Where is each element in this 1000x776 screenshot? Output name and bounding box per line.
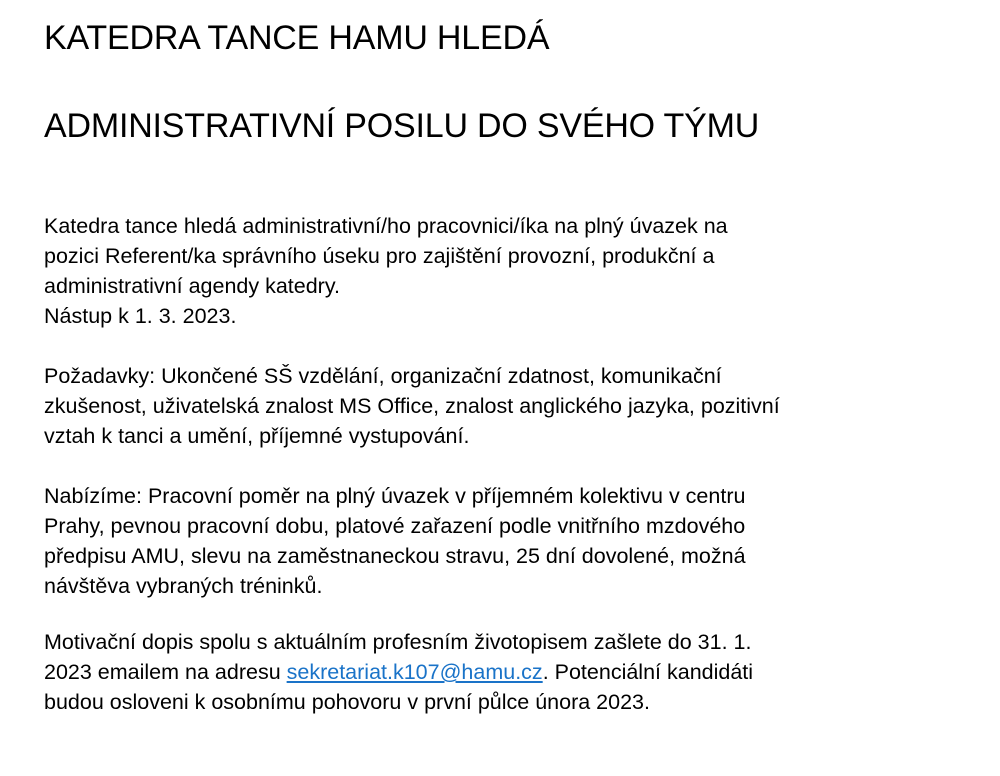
- offer-line: předpisu AMU, slevu na zaměstnaneckou stravu, 25 dní dovolené, možná: [44, 544, 746, 568]
- requirements-line: zkušenost, uživatelská znalost MS Office, znalost anglického jazyka, pozitivní: [44, 394, 780, 418]
- contact-line: budou osloveni k osobnímu pohovoru v první půlce února 2023.: [44, 690, 650, 714]
- intro-line: pozici Referent/ka správního úseku pro zajištění provozní, produkční a: [44, 244, 715, 268]
- start-date-text: Nástup k 1. 3. 2023.: [44, 304, 237, 328]
- requirements-paragraph: [44, 361, 964, 451]
- offer-line: návštěva vybraných tréninků.: [44, 574, 323, 598]
- offer-paragraph: [44, 481, 964, 601]
- contact-line-suffix: . Potenciální kandidáti: [542, 660, 754, 684]
- page-title-line-1: KATEDRA TANCE HAMU HLEDÁ: [44, 19, 550, 57]
- requirements-line: Požadavky: Ukončené SŠ vzdělání, organizační zdatnost, komunikační: [44, 364, 722, 388]
- contact-line: Motivační dopis spolu s aktuálním profesním životopisem zašlete do 31. 1.: [44, 630, 752, 654]
- page-title-line-2: ADMINISTRATIVNÍ POSILU DO SVÉHO TÝMU: [44, 107, 760, 145]
- offer-line: Nabízíme: Pracovní poměr na plný úvazek v příjemném kolektivu v centru: [44, 484, 746, 508]
- intro-line: administrativní agendy katedry.: [44, 274, 340, 298]
- intro-line: Katedra tance hledá administrativní/ho pracovnici/íka na plný úvazek na: [44, 214, 728, 238]
- requirements-line: vztah k tanci a umění, příjemné vystupování.: [44, 424, 470, 448]
- offer-line: Prahy, pevnou pracovní dobu, platové zařazení podle vnitřního mzdového: [44, 514, 746, 538]
- contact-paragraph: [44, 627, 964, 717]
- intro-paragraph: [44, 211, 964, 331]
- contact-line-prefix: 2023 emailem na adresu: [44, 660, 287, 684]
- email-link[interactable]: sekretariat.k107@hamu.cz: [286, 660, 543, 684]
